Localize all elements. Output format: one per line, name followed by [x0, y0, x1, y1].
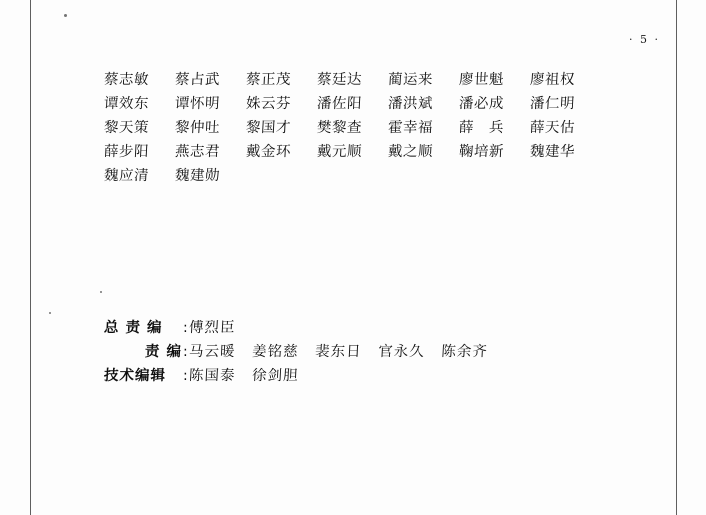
name-cell: 黎国才 — [245, 119, 292, 136]
name-cell: 蔡廷达 — [316, 71, 363, 88]
page-left-border — [30, 0, 31, 515]
name-cell: 谭怀明 — [174, 95, 221, 112]
page-number: · 5 · — [629, 33, 660, 46]
scan-speck — [100, 291, 102, 293]
credit-role-label: 总 责 编 — [103, 320, 163, 336]
name-cell: 谭效东 — [103, 95, 150, 112]
credit-name: 傅烈臣 — [188, 320, 236, 336]
scan-speck — [49, 312, 51, 314]
credit-separator: : — [183, 320, 188, 336]
credit-line-editor — [104, 340, 624, 364]
credit-name: 徐剑胆 — [251, 368, 299, 384]
name-cell: 蔡正茂 — [245, 71, 292, 88]
name-cell: 薛 兵 — [458, 119, 505, 136]
name-row — [104, 138, 604, 162]
credit-name: 裴东日 — [314, 344, 362, 360]
credit-names — [188, 316, 247, 337]
name-cell: 戴金环 — [245, 143, 292, 160]
name-cell: 姝云芬 — [245, 95, 292, 112]
credit-line-technical-editor — [104, 364, 624, 388]
credit-role-label: 技术编辑 — [103, 368, 167, 384]
name-cell: 魏应清 — [103, 167, 150, 184]
name-cell: 戴元顺 — [316, 143, 363, 160]
name-cell: 潘佐阳 — [316, 95, 363, 112]
name-row — [104, 162, 604, 186]
credit-name: 马云暖 — [188, 344, 236, 360]
name-list — [104, 66, 604, 186]
name-cell: 蔡占武 — [174, 71, 221, 88]
name-cell: 廖世魁 — [458, 71, 505, 88]
credit-name: 姜铭慈 — [251, 344, 299, 360]
name-cell: 蔺运来 — [387, 71, 434, 88]
name-cell: 霍幸福 — [387, 119, 434, 136]
scan-speck — [64, 14, 67, 17]
credit-names — [188, 340, 499, 361]
credit-names — [188, 364, 310, 385]
name-row — [104, 66, 604, 90]
page-right-border — [676, 0, 677, 515]
name-cell: 鞠培新 — [458, 143, 505, 160]
credit-name: 官永久 — [377, 344, 425, 360]
name-cell: 燕志君 — [174, 143, 221, 160]
credit-name: 陈国泰 — [188, 368, 236, 384]
credit-name: 陈余齐 — [440, 344, 488, 360]
name-cell: 魏建勋 — [174, 167, 221, 184]
name-cell: 戴之顺 — [387, 143, 434, 160]
name-cell: 潘仁明 — [529, 95, 576, 112]
name-cell: 魏建华 — [529, 143, 576, 160]
name-cell: 薛天估 — [529, 119, 576, 136]
credits-block — [104, 316, 624, 388]
name-cell: 廖祖权 — [529, 71, 576, 88]
credit-separator: : — [183, 344, 188, 360]
name-cell: 潘洪斌 — [387, 95, 434, 112]
name-cell: 潘必成 — [458, 95, 505, 112]
name-cell: 薛步阳 — [103, 143, 150, 160]
name-row — [104, 114, 604, 138]
name-cell: 黎天策 — [103, 119, 150, 136]
credit-line-chief-editor — [104, 316, 624, 340]
credit-role-label: 责 编 — [144, 344, 183, 360]
credit-separator: : — [183, 368, 188, 384]
name-row — [104, 90, 604, 114]
name-cell: 樊黎查 — [316, 119, 363, 136]
name-cell: 黎仲吐 — [174, 119, 221, 136]
name-cell: 蔡志敏 — [103, 71, 150, 88]
